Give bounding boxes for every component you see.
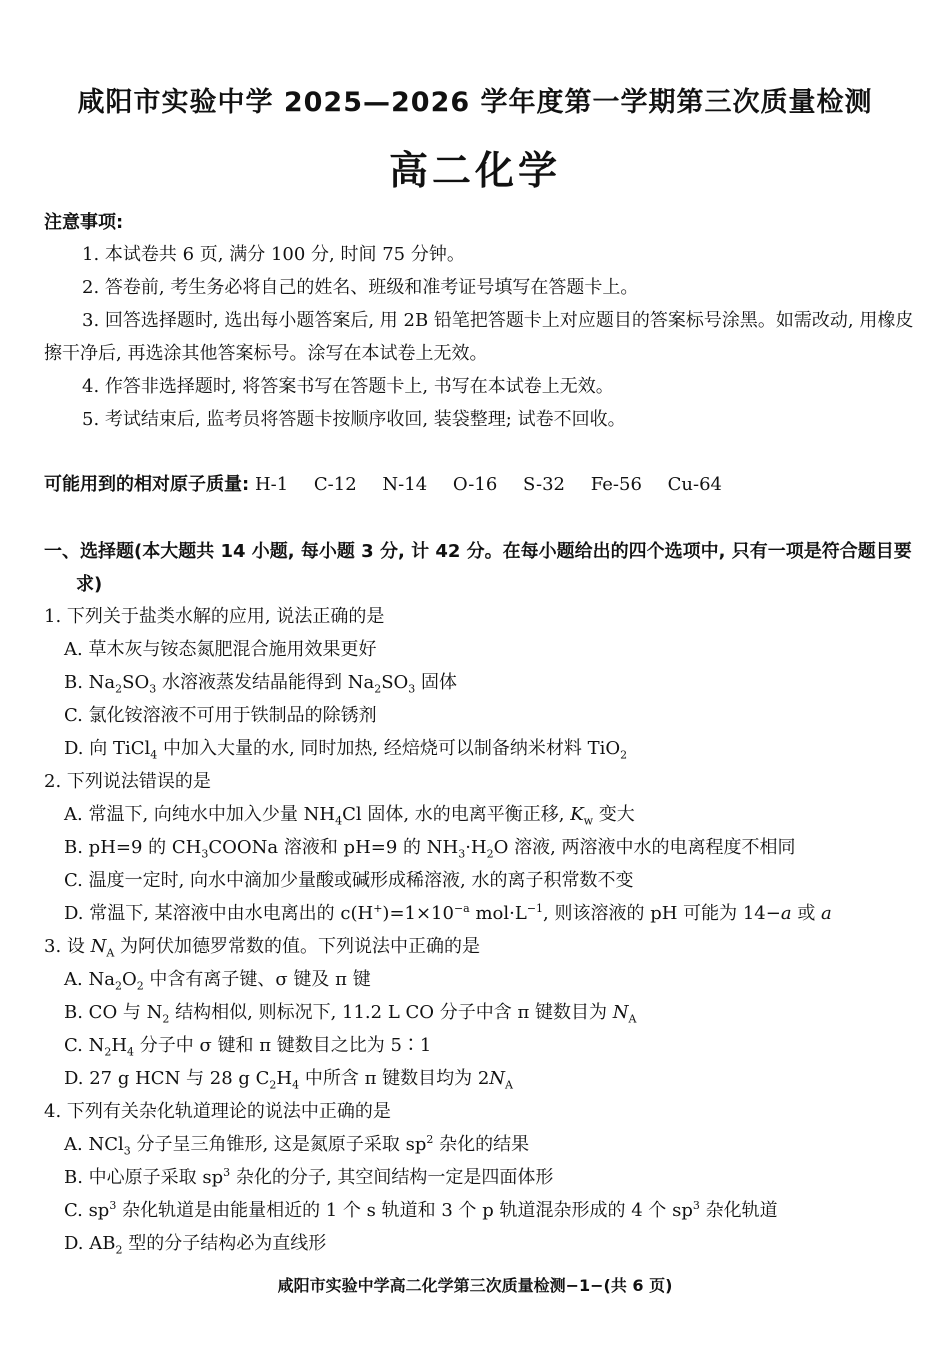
notice-item: 4. 作答非选择题时, 将答案书写在答题卡上, 书写在本试卷上无效。	[82, 376, 614, 397]
question-2-stem: 2. 下列说法错误的是	[44, 771, 211, 792]
question-4-stem: 4. 下列有关杂化轨道理论的说法中正确的是	[44, 1101, 391, 1122]
notice-item: 2. 答卷前, 考生务必将自己的姓名、班级和准考证号填写在答题卡上。	[82, 277, 639, 298]
question-3-stem: 3. 设 $N_A$ 为阿伏加德罗常数的值。下列说法中正确的是	[44, 936, 481, 960]
atomic-mass-value: Fe-56	[590, 474, 642, 495]
question-2-option-a: A. 常温下, 向纯水中加入少量 $NH_4Cl$ 固体, 水的电离平衡正移, $K_w$ 变大	[64, 804, 635, 828]
question-1-option-d: D. 向 TiCl$_4$ 中加入大量的水, 同时加热, 经焙烧可以制备纳米材料 TiO$_2$	[64, 738, 628, 762]
question-1-stem: 1. 下列关于盐类水解的应用, 说法正确的是	[44, 606, 385, 627]
question-4-option-d: D. $AB_2$ 型的分子结构必为直线形	[64, 1233, 327, 1257]
atomic-mass-value: N-14	[382, 474, 428, 495]
atomic-mass-value: C-12	[313, 474, 357, 495]
question-1-option-c: C. 氯化铵溶液不可用于铁制品的除锈剂	[64, 705, 377, 726]
question-4-option-b: B. 中心原子采取 $sp^3$ 杂化的分子, 其空间结构一定是四面体形	[64, 1166, 554, 1188]
notice-section	[44, 208, 924, 436]
exam-subject: 高二化学	[388, 149, 561, 194]
question-2-option-c: C. 温度一定时, 向水中滴加少量酸或碱形成稀溶液, 水的离子积常数不变	[64, 870, 634, 891]
question-3-option-d: D. 27 g HCN 与 28 g $C_2H_4$ 中所含 π 键数目均为 $2N_A$	[64, 1068, 513, 1092]
question-3-option-a: A. $Na_2O_2$ 中含有离子键、σ 键及 π 键	[64, 969, 371, 993]
atomic-mass-value: S-32	[523, 474, 566, 495]
atomic-mass-label: 可能用到的相对原子质量:	[44, 474, 250, 495]
atomic-mass-value: O-16	[452, 474, 498, 495]
notice-item: 3. 回答选择题时, 选出每小题答案后, 用 2B 铅笔把答题卡上对应题目的答案标号涂黑。如需改动, 用橡皮擦干净后, 再选涂其他答案标号。涂写在本试卷上无效。	[44, 310, 914, 364]
exam-title: 咸阳市实验中学 2025—2026 学年度第一学期第三次质量检测	[77, 87, 873, 118]
question-4-option-a: A. NCl$_3$ 分子呈三角锥形, 这是氮原子采取 $sp^2$ 杂化的结果	[64, 1133, 530, 1158]
question-1-option-b: B. $Na_2SO_3$ 水溶液蒸发结晶能得到 $Na_2SO_3$ 固体	[64, 672, 458, 696]
section-choice	[44, 535, 924, 601]
atomic-mass-line	[44, 470, 924, 500]
question-2-option-d: D. 常温下, 某溶液中由水电离出的 $c(H^+)=1\times 10^{-a}$ $mol\cdot L^{-1}$, 则该溶液的 pH 可能为 14−a 或 a	[64, 902, 832, 924]
notice-item: 1. 本试卷共 6 页, 满分 100 分, 时间 75 分钟。	[82, 244, 465, 265]
section-heading: 一、选择题(本大题共 14 小题, 每小题 3 分, 计 42 分。在每小题给出的四个选项中, 只有一项是符合题目要求)	[44, 541, 912, 595]
question-4-option-c: C. $sp^3$ 杂化轨道是由能量相近的 1 个 s 轨道和 3 个 p 轨道混杂形成的 4 个 $sp^3$ 杂化轨道	[64, 1199, 778, 1221]
atomic-mass-value: Cu-64	[667, 474, 722, 495]
page-footer: 咸阳市实验中学高二化学第三次质量检测−1−(共 6 页)	[277, 1276, 673, 1295]
question-list	[44, 600, 924, 1260]
question-1-option-a: A. 草木灰与铵态氮肥混合施用效果更好	[64, 639, 377, 660]
question-2-option-b: B. pH=9 的 $CH_3COONa$ 溶液和 pH=9 的 $NH_3\cdot H_2O$ 溶液, 两溶液中水的电离程度不相同	[64, 837, 796, 861]
notice-heading: 注意事项:	[44, 212, 124, 233]
question-3-option-c: C. $N_2H_4$ 分子中 σ 键和 π 键数目之比为 5∶1	[64, 1035, 432, 1059]
question-3-option-b: B. CO 与 $N_2$ 结构相似, 则标况下, 11.2 L CO 分子中含 π 键数目为 $N_A$	[64, 1002, 637, 1026]
notice-item: 5. 考试结束后, 监考员将答题卡按顺序收回, 装袋整理; 试卷不回收。	[82, 409, 626, 430]
atomic-mass-value: H-1	[254, 474, 289, 495]
